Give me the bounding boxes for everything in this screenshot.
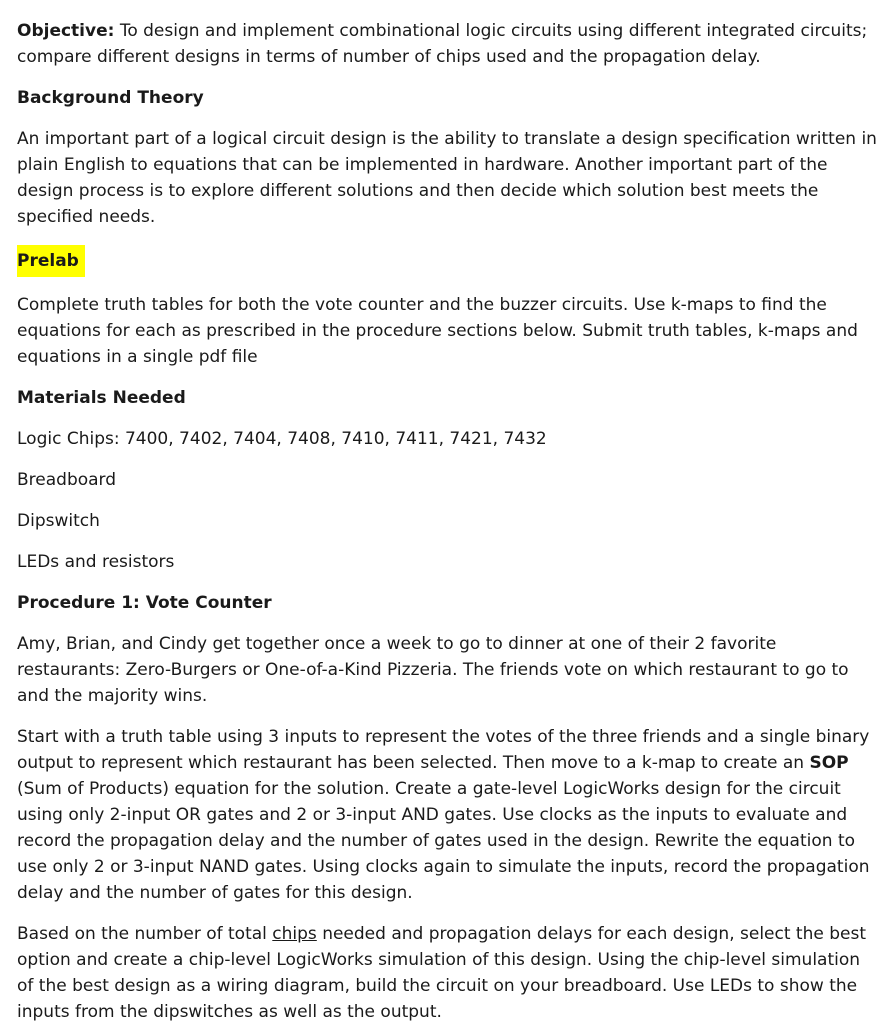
prelab-heading-wrap — [17, 245, 879, 277]
materials-item-leds: LEDs and resistors — [17, 552, 175, 572]
procedure1-paragraph-3-part2: needed and propagation delays for each design, select the best option and create a chip-level LogicWorks simulation of this design. Using the chip-level simulation of the best design as a wiring diagram, build the circuit on your breadboard. Use LEDs to show the inputs from the dipswitches as well as the output. — [17, 924, 867, 1022]
objective-paragraph — [17, 18, 879, 70]
objective-label: Objective: — [17, 21, 115, 41]
procedure1-paragraph-2-part2: (Sum of Products) equation for the solution. Create a gate-level LogicWorks design for the circuit using only 2-input OR gates and 2 or 3-input AND gates. Use clocks as the inputs to evaluate and record the propagation delay and the number of gates used in the design. Rewrite the equation to use only 2 or 3-input NAND gates. Using clocks again to simulate the inputs, record the propagation delay and the number of gates for this design. — [17, 779, 870, 903]
background-heading: Background Theory — [17, 88, 204, 108]
procedure1-paragraph-2 — [17, 724, 879, 906]
sop-term: SOP — [809, 753, 849, 773]
materials-item-logic-chips: Logic Chips: 7400, 7402, 7404, 7408, 7410, 7411, 7421, 7432 — [17, 429, 547, 449]
procedure1-paragraph-2-part1: Start with a truth table using 3 inputs to represent the votes of the three friends and a single binary output to represent which restaurant has been selected. Then move to a k-map to create an — [17, 727, 870, 773]
materials-item-dipswitch: Dipswitch — [17, 511, 100, 531]
materials-item-breadboard: Breadboard — [17, 470, 117, 490]
procedure1-paragraph-3 — [17, 921, 879, 1025]
procedure1-paragraph-1: Amy, Brian, and Cindy get together once a week to go to dinner at one of their 2 favorite restaurants: Zero-Burgers or One-of-a-Kind Pizzeria. The friends vote on which restaurant to go to and the majority wins. — [17, 634, 849, 706]
background-text: An important part of a logical circuit design is the ability to translate a design specification written in plain English to equations that can be implemented in hardware. Another important part of the design process is to explore different solutions and then decide which solution best meets the specified needs. — [17, 129, 877, 227]
chips-term: chips — [272, 924, 317, 944]
prelab-text: Complete truth tables for both the vote counter and the buzzer circuits. Use k-maps to find the equations for each as prescribed in the procedure sections below. Submit truth tables, k-maps and equations in a single pdf file — [17, 295, 858, 367]
materials-heading: Materials Needed — [17, 388, 186, 408]
procedure1-heading: Procedure 1: Vote Counter — [17, 593, 272, 613]
prelab-heading: Prelab — [17, 245, 85, 277]
objective-text: To design and implement combinational logic circuits using different integrated circuits; compare different designs in terms of number of chips used and the propagation delay. — [17, 21, 868, 67]
procedure1-paragraph-3-part1: Based on the number of total — [17, 924, 273, 944]
